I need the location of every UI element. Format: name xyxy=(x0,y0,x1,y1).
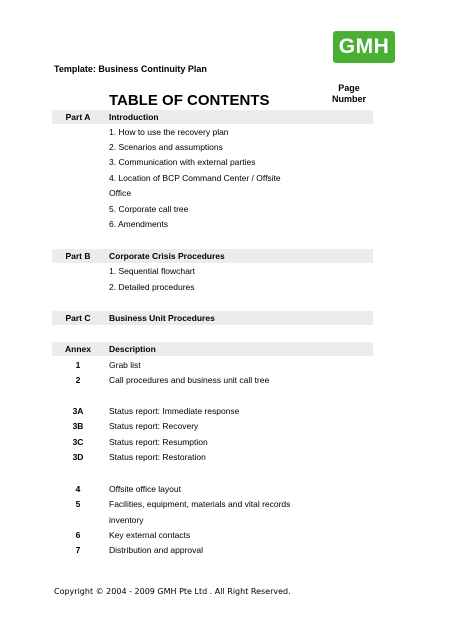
annex-number: 4 xyxy=(75,484,81,494)
toc-item-text: 2. Scenarios and assumptions xyxy=(109,142,223,152)
annex-number: 3D xyxy=(72,452,84,462)
annex-item xyxy=(52,482,373,496)
part-label: Part A xyxy=(65,112,91,122)
annex-item xyxy=(52,513,373,527)
section-title: Introduction xyxy=(109,112,159,122)
toc-item-text: 5. Corporate call tree xyxy=(109,204,189,214)
annex-item xyxy=(52,419,373,433)
toc-item-text: Office xyxy=(109,188,132,198)
part-label: Part C xyxy=(65,313,91,323)
annex-description: Offsite office layout xyxy=(109,484,181,494)
copyright-footer: Copyright © 2004 - 2009 GMH Pte Ltd . All Right Reserved. xyxy=(54,587,291,596)
annex-description: Grab list xyxy=(109,360,141,370)
toc-item-text: 6. Amendments xyxy=(109,219,169,229)
annex-description: Facilities, equipment, materials and vital records xyxy=(109,499,291,509)
toc-item-text: 2. Detailed procedures xyxy=(109,282,195,292)
annex-description: Call procedures and business unit call tree xyxy=(109,375,270,385)
annex-description: Status report: Recovery xyxy=(109,421,199,431)
part-label: Annex xyxy=(65,344,91,354)
annex-description: Key external contacts xyxy=(109,530,191,540)
annex-item xyxy=(52,404,373,418)
annex-description: Distribution and approval xyxy=(109,545,204,555)
page-number-line-1: Page xyxy=(338,83,360,93)
toc-item xyxy=(52,140,373,154)
annex-number: 1 xyxy=(75,360,81,370)
toc-item xyxy=(52,155,373,169)
annex-description: Status report: Restoration xyxy=(109,452,206,462)
toc-item xyxy=(52,202,373,216)
toc-header-annex xyxy=(52,342,373,356)
toc-item xyxy=(52,186,373,200)
toc-header-part-b xyxy=(52,249,373,263)
page-number-line-2: Number xyxy=(331,94,366,104)
toc-item xyxy=(52,280,373,294)
section-title: Corporate Crisis Procedures xyxy=(109,251,225,261)
annex-item xyxy=(52,543,373,557)
toc-item-text: 1. Sequential flowchart xyxy=(109,266,195,276)
annex-description: inventory xyxy=(109,515,144,525)
annex-description: Status report: Immediate response xyxy=(109,406,240,416)
toc-item-text: 3. Communication with external parties xyxy=(109,157,256,167)
section-title: Business Unit Procedures xyxy=(109,313,215,323)
annex-item xyxy=(52,358,373,372)
annex-item xyxy=(52,528,373,542)
template-label: Template: Business Continuity Plan xyxy=(54,64,207,74)
annex-number: 3A xyxy=(72,406,84,416)
annex-item xyxy=(52,497,373,511)
toc-item xyxy=(52,125,373,139)
annex-description: Status report: Resumption xyxy=(109,437,208,447)
page-title: TABLE OF CONTENTS xyxy=(109,92,270,109)
annex-number: 3B xyxy=(72,421,84,431)
annex-number: 5 xyxy=(75,499,81,509)
part-label: Part B xyxy=(65,251,91,261)
toc-header-part-a xyxy=(52,110,373,124)
annex-item xyxy=(52,435,373,449)
annex-item xyxy=(52,373,373,387)
annex-item xyxy=(52,450,373,464)
annex-number: 7 xyxy=(75,545,81,555)
annex-number: 3C xyxy=(72,437,84,447)
gmh-logo xyxy=(333,31,395,63)
toc-item xyxy=(52,171,373,185)
annex-number: 2 xyxy=(75,375,81,385)
toc-header-part-c xyxy=(52,311,373,325)
toc-item-text: 4. Location of BCP Command Center / Offsite xyxy=(109,173,281,183)
section-title: Description xyxy=(109,344,156,354)
toc-item xyxy=(52,264,373,278)
annex-number: 6 xyxy=(75,530,81,540)
page-number-heading xyxy=(326,83,372,105)
toc-item xyxy=(52,217,373,231)
logo-text: GMH xyxy=(338,35,390,58)
toc-item-text: 1. How to use the recovery plan xyxy=(109,127,229,137)
